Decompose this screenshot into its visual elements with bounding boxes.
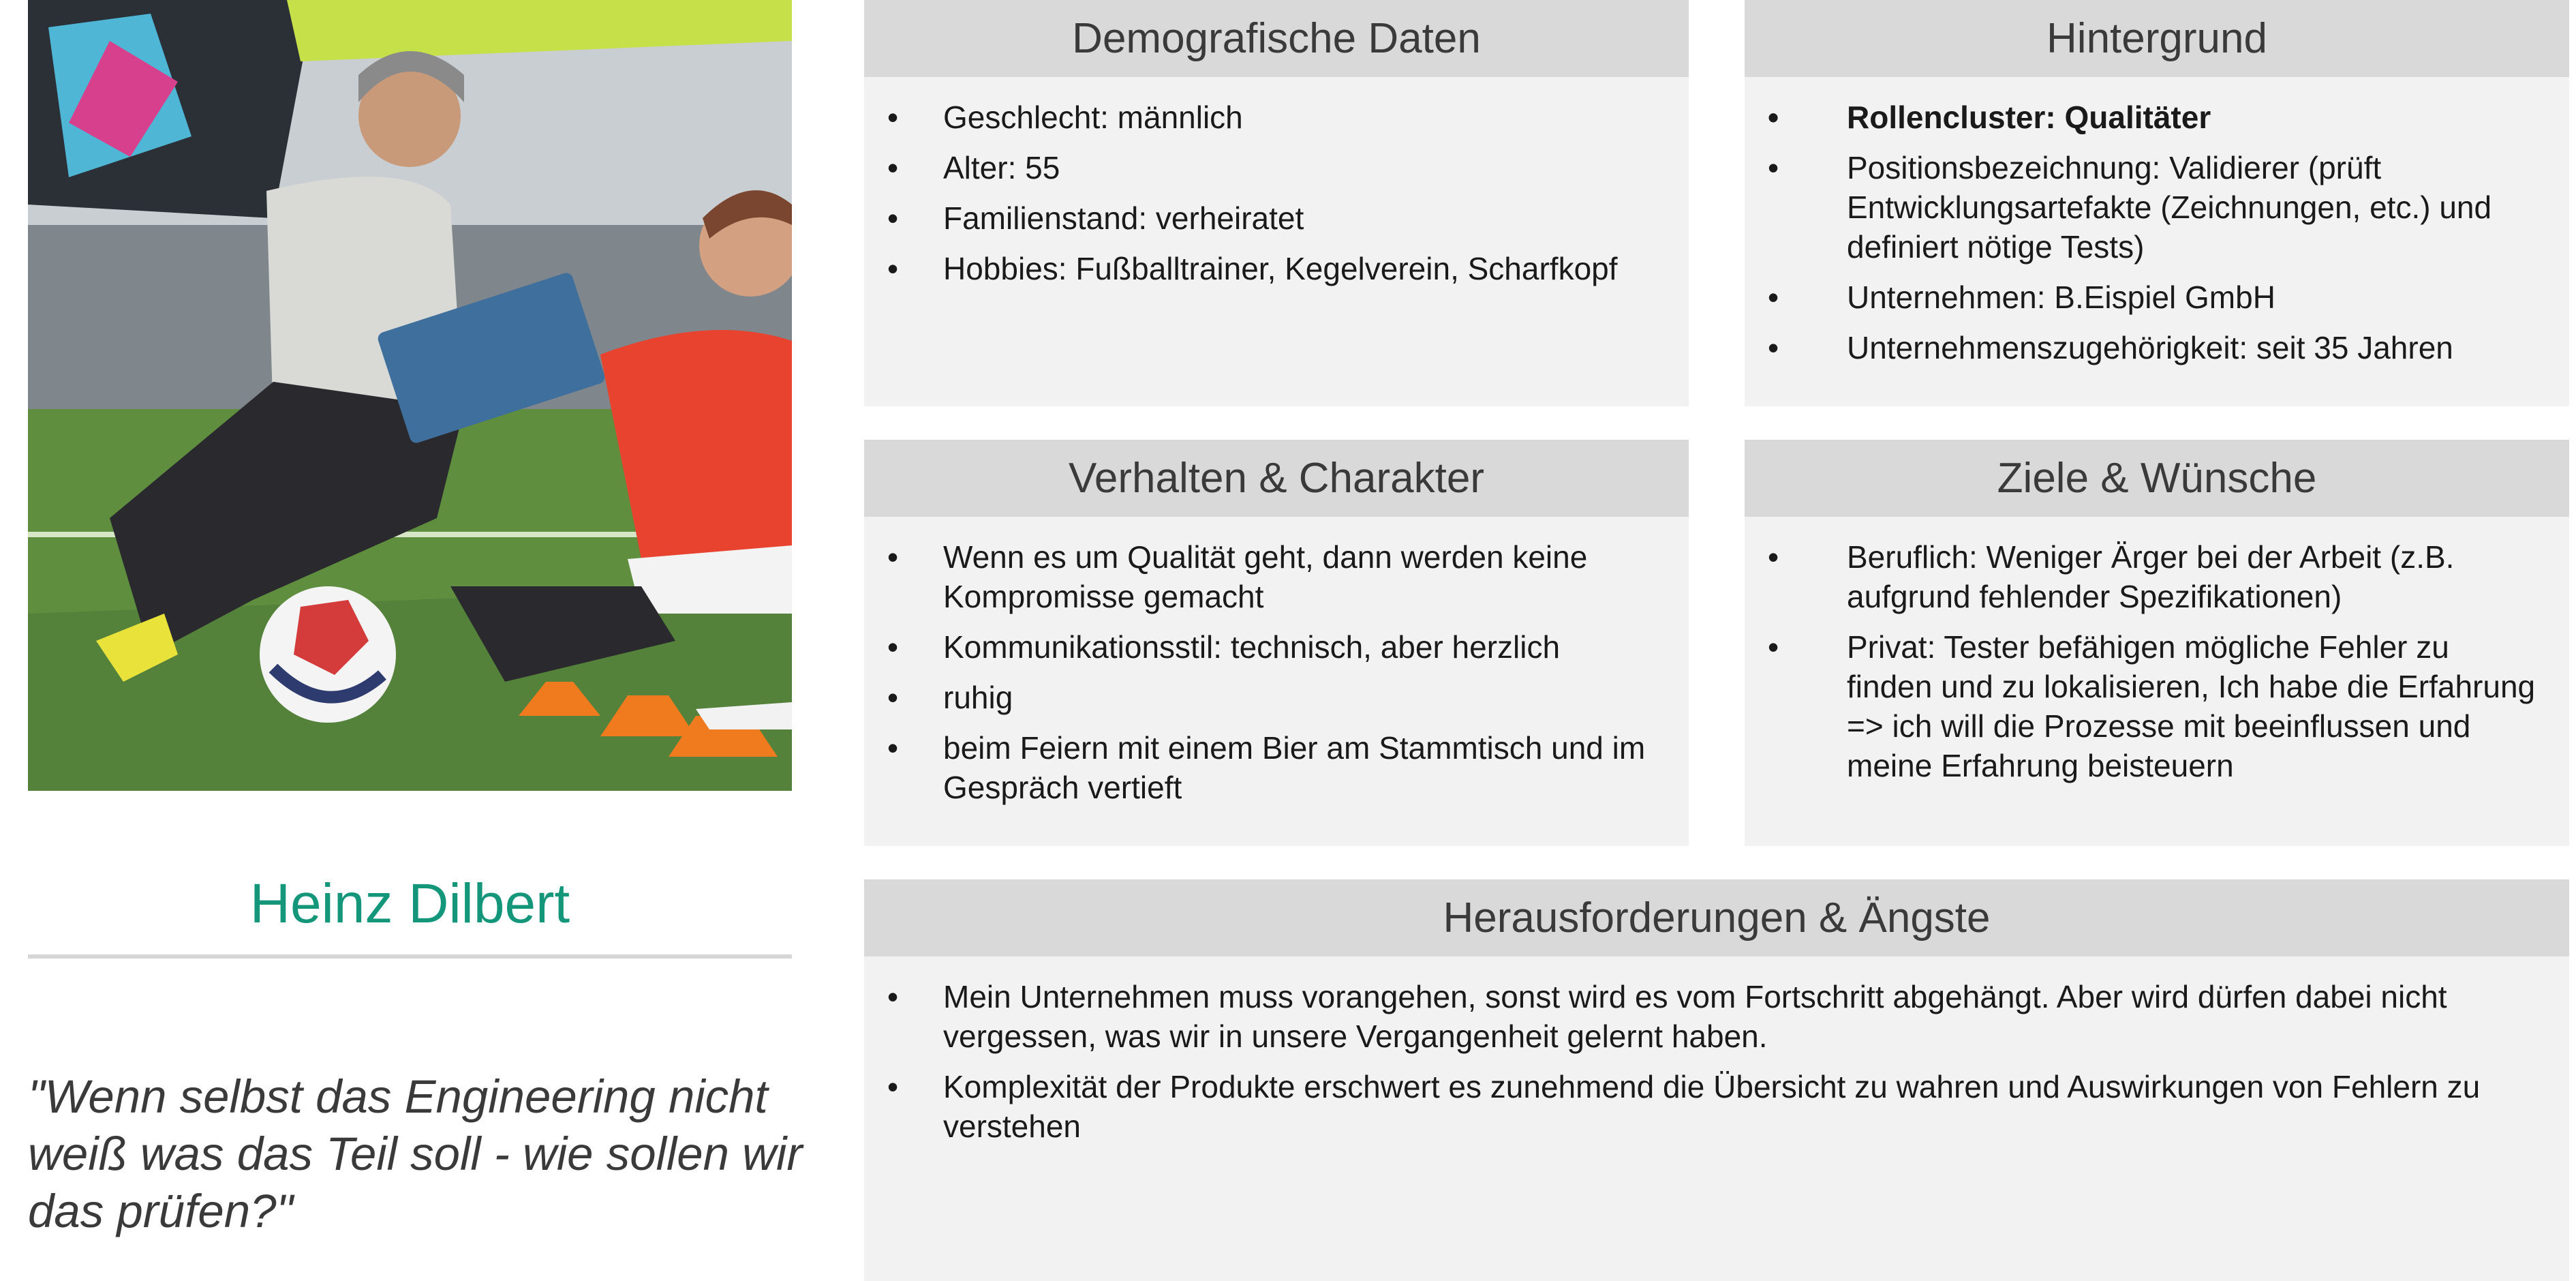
panel-herausforderungen-title: Herausforderungen & Ängste bbox=[864, 879, 2569, 956]
panel-verhalten-title: Verhalten & Charakter bbox=[864, 440, 1689, 517]
list-item: • Wenn es um Qualität geht, dann werden keine Kompromisse gemacht bbox=[887, 537, 1661, 616]
panel-ziele-title: Ziele & Wünsche bbox=[1745, 440, 2569, 517]
panel-ziele bbox=[1745, 440, 2569, 846]
list-item: • Kommunikationsstil: technisch, aber herzlich bbox=[887, 627, 1661, 667]
list-item: • Hobbies: Fußballtrainer, Kegelverein, Scharfkopf bbox=[887, 249, 1661, 288]
name-divider bbox=[28, 954, 792, 959]
persona-quote: "Wenn selbst das Engineering nicht weiß was das Teil soll - wie sollen wir das prüfen?" bbox=[28, 1070, 803, 1237]
list-item: • Mein Unternehmen muss vorangehen, sonst wird es vom Fortschritt abgehängt. Aber wird dürfen dabei nicht vergessen, was wir in unsere Vergangenheit gelernt haben. bbox=[887, 977, 2487, 1056]
panel-hintergrund-list bbox=[1745, 77, 2569, 367]
list-item: • Positionsbezeichnung: Validierer (prüft Entwicklungsartefakte (Zeichnungen, etc.) und definiert nötige Tests) bbox=[1768, 148, 2542, 267]
list-item: • Rollencluster: Qualitäter bbox=[1768, 97, 2542, 137]
persona-photo bbox=[28, 0, 792, 791]
panel-hintergrund bbox=[1745, 0, 2569, 406]
list-item: • Alter: 55 bbox=[887, 148, 1661, 187]
panel-herausforderungen bbox=[864, 879, 2569, 1281]
list-item: • beim Feiern mit einem Bier am Stammtisch und im Gespräch vertieft bbox=[887, 728, 1661, 807]
panel-hintergrund-title: Hintergrund bbox=[1745, 0, 2569, 77]
list-item: • Beruflich: Weniger Ärger bei der Arbeit (z.B. aufgrund fehlender Spezifikationen) bbox=[1768, 537, 2542, 616]
panel-demografie-list bbox=[864, 77, 1689, 288]
list-item: • Geschlecht: männlich bbox=[887, 97, 1661, 137]
list-item: • Unternehmen: B.Eispiel GmbH bbox=[1768, 277, 2542, 317]
list-item: • ruhig bbox=[887, 678, 1661, 717]
panel-demografie bbox=[864, 0, 1689, 406]
list-item: • Komplexität der Produkte erschwert es zunehmend die Übersicht zu wahren und Auswirkungen von Fehlern zu verstehen bbox=[887, 1067, 2487, 1146]
panel-verhalten-list bbox=[864, 517, 1689, 807]
list-item: • Familienstand: verheiratet bbox=[887, 198, 1661, 238]
persona-name: Heinz Dilbert bbox=[249, 873, 570, 935]
coach-photo-illustration bbox=[28, 0, 792, 791]
list-item: • Unternehmenszugehörigkeit: seit 35 Jahren bbox=[1768, 328, 2542, 367]
panel-ziele-list bbox=[1745, 517, 2569, 785]
panel-herausforderungen-list bbox=[864, 956, 2569, 1146]
list-item: • Privat: Tester befähigen mögliche Fehler zu finden und zu lokalisieren, Ich habe die Erfahrung => ich will die Prozesse mit beeinflussen und meine Erfahrung beisteuern bbox=[1768, 627, 2542, 785]
panel-verhalten bbox=[864, 440, 1689, 846]
panel-demografie-title: Demografische Daten bbox=[864, 0, 1689, 77]
